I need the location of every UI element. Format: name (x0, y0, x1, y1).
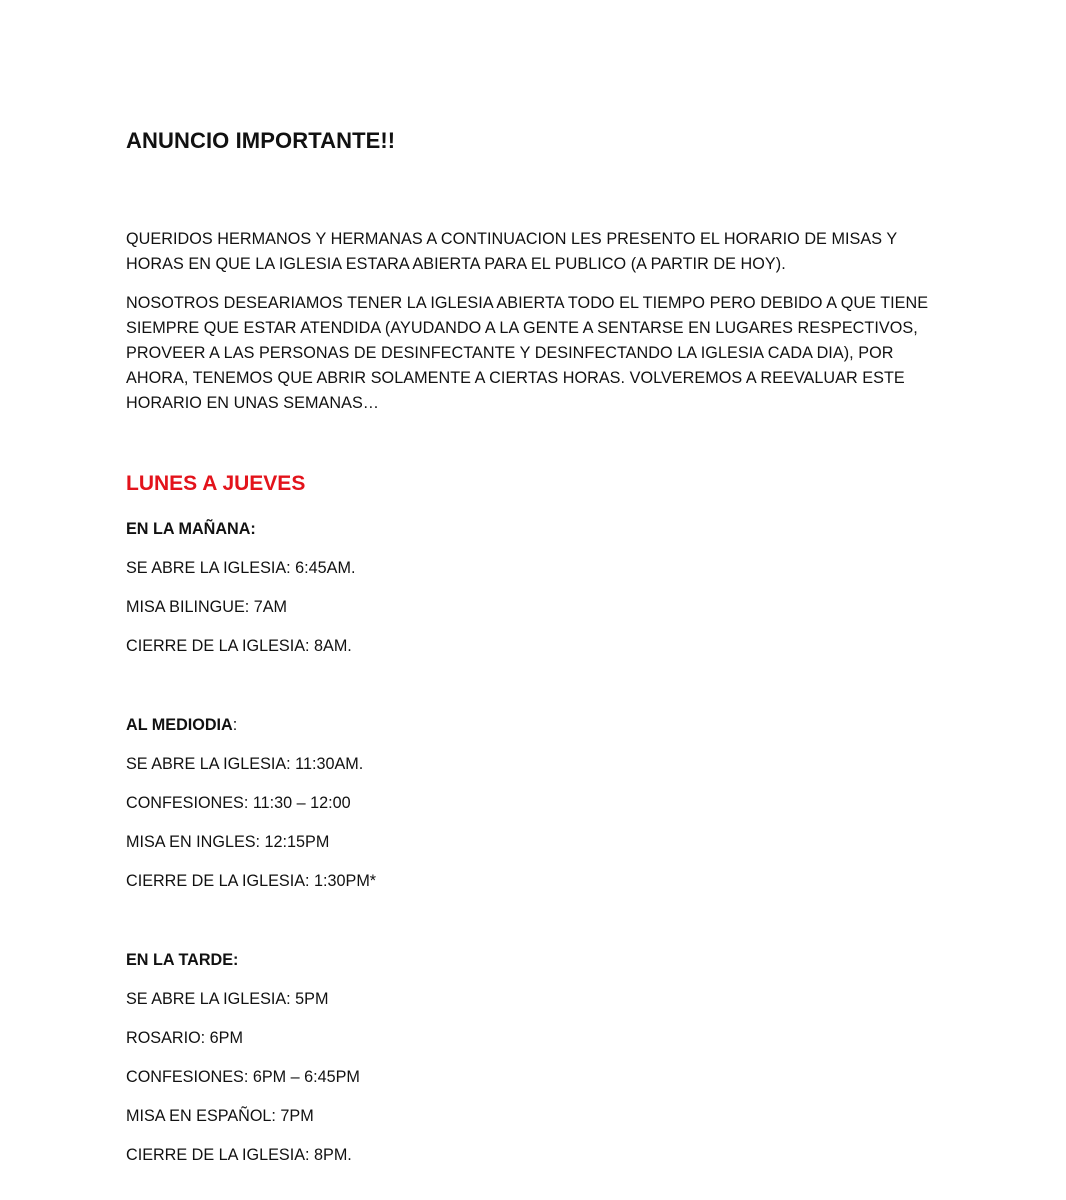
midday-item-close: CIERRE DE LA IGLESIA: 1:30PM* (126, 872, 377, 890)
morning-item-mass: MISA BILINGUE: 7AM (126, 598, 288, 616)
midday-heading: AL MEDIODIA (126, 716, 233, 734)
morning-heading: EN LA MAÑANA: (126, 520, 256, 538)
evening-item-confessions: CONFESIONES: 6PM – 6:45PM (126, 1068, 360, 1086)
intro-paragraph-2: NOSOTROS DESEARIAMOS TENER LA IGLESIA ABIERTA TODO EL TIEMPO PERO DEBIDO A QUE TIENE SIEMPRE QUE ESTAR ATENDIDA (AYUDANDO A LA GENTE A SENTARSE EN LUGARES RESPECTIVOS, PROVEER A LAS PERSONAS DE DESINFECTANTE Y DESINFECTANDO LA IGLESIA CADA DIA), POR AHORA, TENEMOS QUE ABRIR SOLAMENTE A CIERTAS HORAS. VOLVEREMOS A REEVALUAR ESTE HORARIO EN UNAS SEMANAS… (126, 294, 929, 412)
midday-item-open: SE ABRE LA IGLESIA: 11:30AM. (126, 755, 364, 773)
midday-item-mass: MISA EN INGLES: 12:15PM (126, 833, 330, 851)
midday-heading-colon: : (232, 716, 238, 734)
evening-item-open: SE ABRE LA IGLESIA: 5PM (126, 990, 329, 1008)
midday-heading-line (126, 714, 237, 736)
section-heading-lunes-a-jueves: LUNES A JUEVES (126, 472, 306, 495)
document-title: ANUNCIO IMPORTANTE!! (126, 128, 396, 153)
morning-item-close: CIERRE DE LA IGLESIA: 8AM. (126, 637, 352, 655)
evening-heading: EN LA TARDE: (126, 951, 239, 969)
evening-item-rosary: ROSARIO: 6PM (126, 1029, 243, 1047)
midday-item-confessions: CONFESIONES: 11:30 – 12:00 (126, 794, 351, 812)
intro-paragraph-1: QUERIDOS HERMANOS Y HERMANAS A CONTINUACION LES PRESENTO EL HORARIO DE MISAS Y HORAS EN QUE LA IGLESIA ESTARA ABIERTA PARA EL PUBLICO (A PARTIR DE HOY). (126, 230, 897, 273)
morning-item-open: SE ABRE LA IGLESIA: 6:45AM. (126, 559, 356, 577)
evening-item-mass: MISA EN ESPAÑOL: 7PM (126, 1107, 314, 1125)
evening-item-close: CIERRE DE LA IGLESIA: 8PM. (126, 1146, 352, 1164)
